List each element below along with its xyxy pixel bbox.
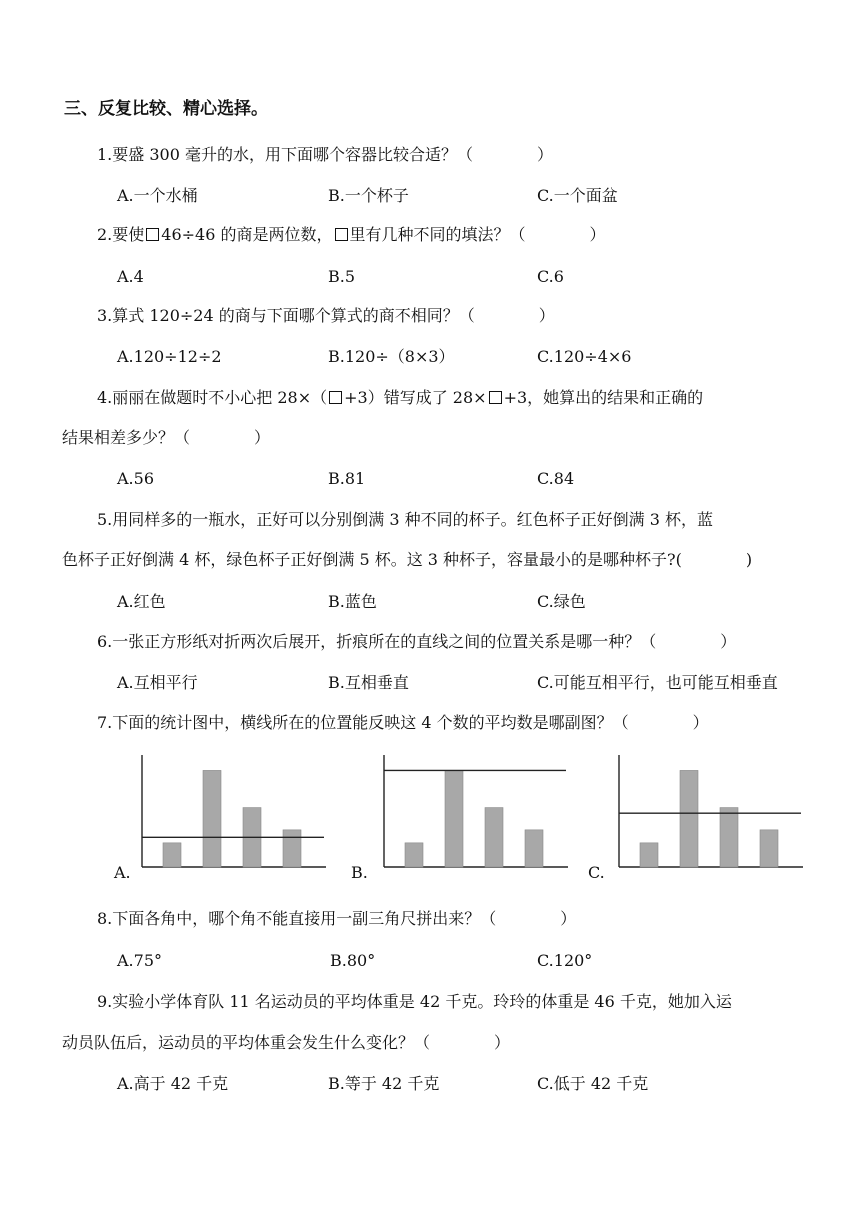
chart-a-bar-4 (283, 830, 301, 867)
question-6-option-c[interactable]: C.可能互相平行，也可能互相垂直 (537, 673, 778, 692)
question-1-option-b[interactable]: B.一个杯子 (328, 186, 409, 205)
question-9-option-b[interactable]: B.等于 42 千克 (328, 1074, 440, 1093)
question-5-option-c[interactable]: C.绿色 (537, 592, 586, 611)
chart-c-svg (617, 755, 805, 869)
chart-b-marks (384, 755, 568, 867)
chart-b[interactable] (382, 755, 570, 869)
question-2-text: 2.要使 46÷46 的商是两位数， 里有几种不同的填法？（ ） (97, 225, 606, 244)
chart-c-bar-1 (640, 843, 658, 867)
chart-b-bar-2 (445, 770, 463, 867)
chart-b-bar-1 (405, 843, 423, 867)
question-6-option-b[interactable]: B.互相垂直 (328, 673, 409, 692)
chart-c-bar-3 (720, 808, 738, 867)
chart-a-marks (142, 755, 326, 867)
section-title: 三、反复比较、精心选择。 (64, 99, 268, 119)
question-1-text: 1.要盛 300 毫升的水，用下面哪个容器比较合适？（ ） (97, 145, 553, 164)
question-9-line-2: 动员队伍后，运动员的平均体重会发生什么变化？（ ） (62, 1033, 511, 1052)
chart-a-svg (140, 755, 328, 869)
question-4-option-a[interactable]: A.56 (117, 469, 154, 488)
question-1-option-c[interactable]: C.一个面盆 (537, 186, 618, 205)
question-5-line-2: 色杯子正好倒满 4 杯，绿色杯子正好倒满 5 杯。这 3 种杯子，容量最小的是哪种杯子?( ) (62, 550, 753, 569)
chart-a-label[interactable]: A. (114, 863, 131, 882)
blank-box (335, 228, 348, 241)
question-5-option-a[interactable]: A.红色 (117, 592, 166, 611)
chart-a[interactable] (140, 755, 328, 869)
chart-a-bar-1 (163, 843, 181, 867)
question-9-line-1: 9.实验小学体育队 11 名运动员的平均体重是 42 千克。玲玲的体重是 46 千克，她加入运 (97, 992, 732, 1011)
question-4-option-b[interactable]: B.81 (328, 469, 366, 488)
question-3-option-b[interactable]: B.120÷（8×3） (328, 347, 455, 366)
question-8-option-b[interactable]: B.80° (330, 951, 376, 970)
question-2-option-b[interactable]: B.5 (328, 267, 356, 286)
question-3-text: 3.算式 120÷24 的商与下面哪个算式的商不相同？（ ） (97, 306, 555, 325)
question-2-option-a[interactable]: A.4 (117, 267, 144, 286)
question-3-option-a[interactable]: A.120÷12÷2 (117, 347, 222, 366)
chart-c[interactable] (617, 755, 805, 869)
question-3-option-c[interactable]: C.120÷4×6 (537, 347, 632, 366)
question-9-option-c[interactable]: C.低于 42 千克 (537, 1074, 649, 1093)
blank-box (329, 391, 342, 404)
question-6-option-a[interactable]: A.互相平行 (117, 673, 198, 692)
chart-a-bar-2 (203, 770, 221, 867)
question-8-option-a[interactable]: A.75° (117, 951, 162, 970)
chart-c-bar-4 (760, 830, 778, 867)
question-9-option-a[interactable]: A.高于 42 千克 (117, 1074, 229, 1093)
question-6-text: 6.一张正方形纸对折两次后展开，折痕所在的直线之间的位置关系是哪一种？（ ） (97, 632, 737, 651)
chart-b-label[interactable]: B. (351, 863, 368, 882)
chart-c-bar-2 (680, 770, 698, 867)
question-8-option-c[interactable]: C.120° (537, 951, 593, 970)
question-4-line-2: 结果相差多少？（ ） (62, 428, 271, 447)
question-4-option-c[interactable]: C.84 (537, 469, 575, 488)
chart-c-label[interactable]: C. (588, 863, 605, 882)
question-2-option-c[interactable]: C.6 (537, 267, 564, 286)
question-1-option-a[interactable]: A.一个水桶 (117, 186, 198, 205)
blank-box (146, 228, 159, 241)
question-5-option-b[interactable]: B.蓝色 (328, 592, 377, 611)
question-5-line-1: 5.用同样多的一瓶水，正好可以分别倒满 3 种不同的杯子。红色杯子正好倒满 3 杯，蓝 (97, 510, 713, 529)
blank-box (489, 391, 502, 404)
question-7-text: 7.下面的统计图中，横线所在的位置能反映这 4 个数的平均数是哪副图？（ ） (97, 713, 709, 732)
question-4-line-1: 4.丽丽在做题时不小心把 28×（ +3）错写成了 28× +3，她算出的结果和正确的 (97, 388, 704, 407)
chart-b-bar-4 (525, 830, 543, 867)
chart-c-marks (619, 755, 803, 867)
question-8-text: 8.下面各角中，哪个角不能直接用一副三角尺拼出来？（ ） (97, 909, 577, 928)
chart-b-svg (382, 755, 570, 869)
chart-b-bar-3 (485, 808, 503, 867)
